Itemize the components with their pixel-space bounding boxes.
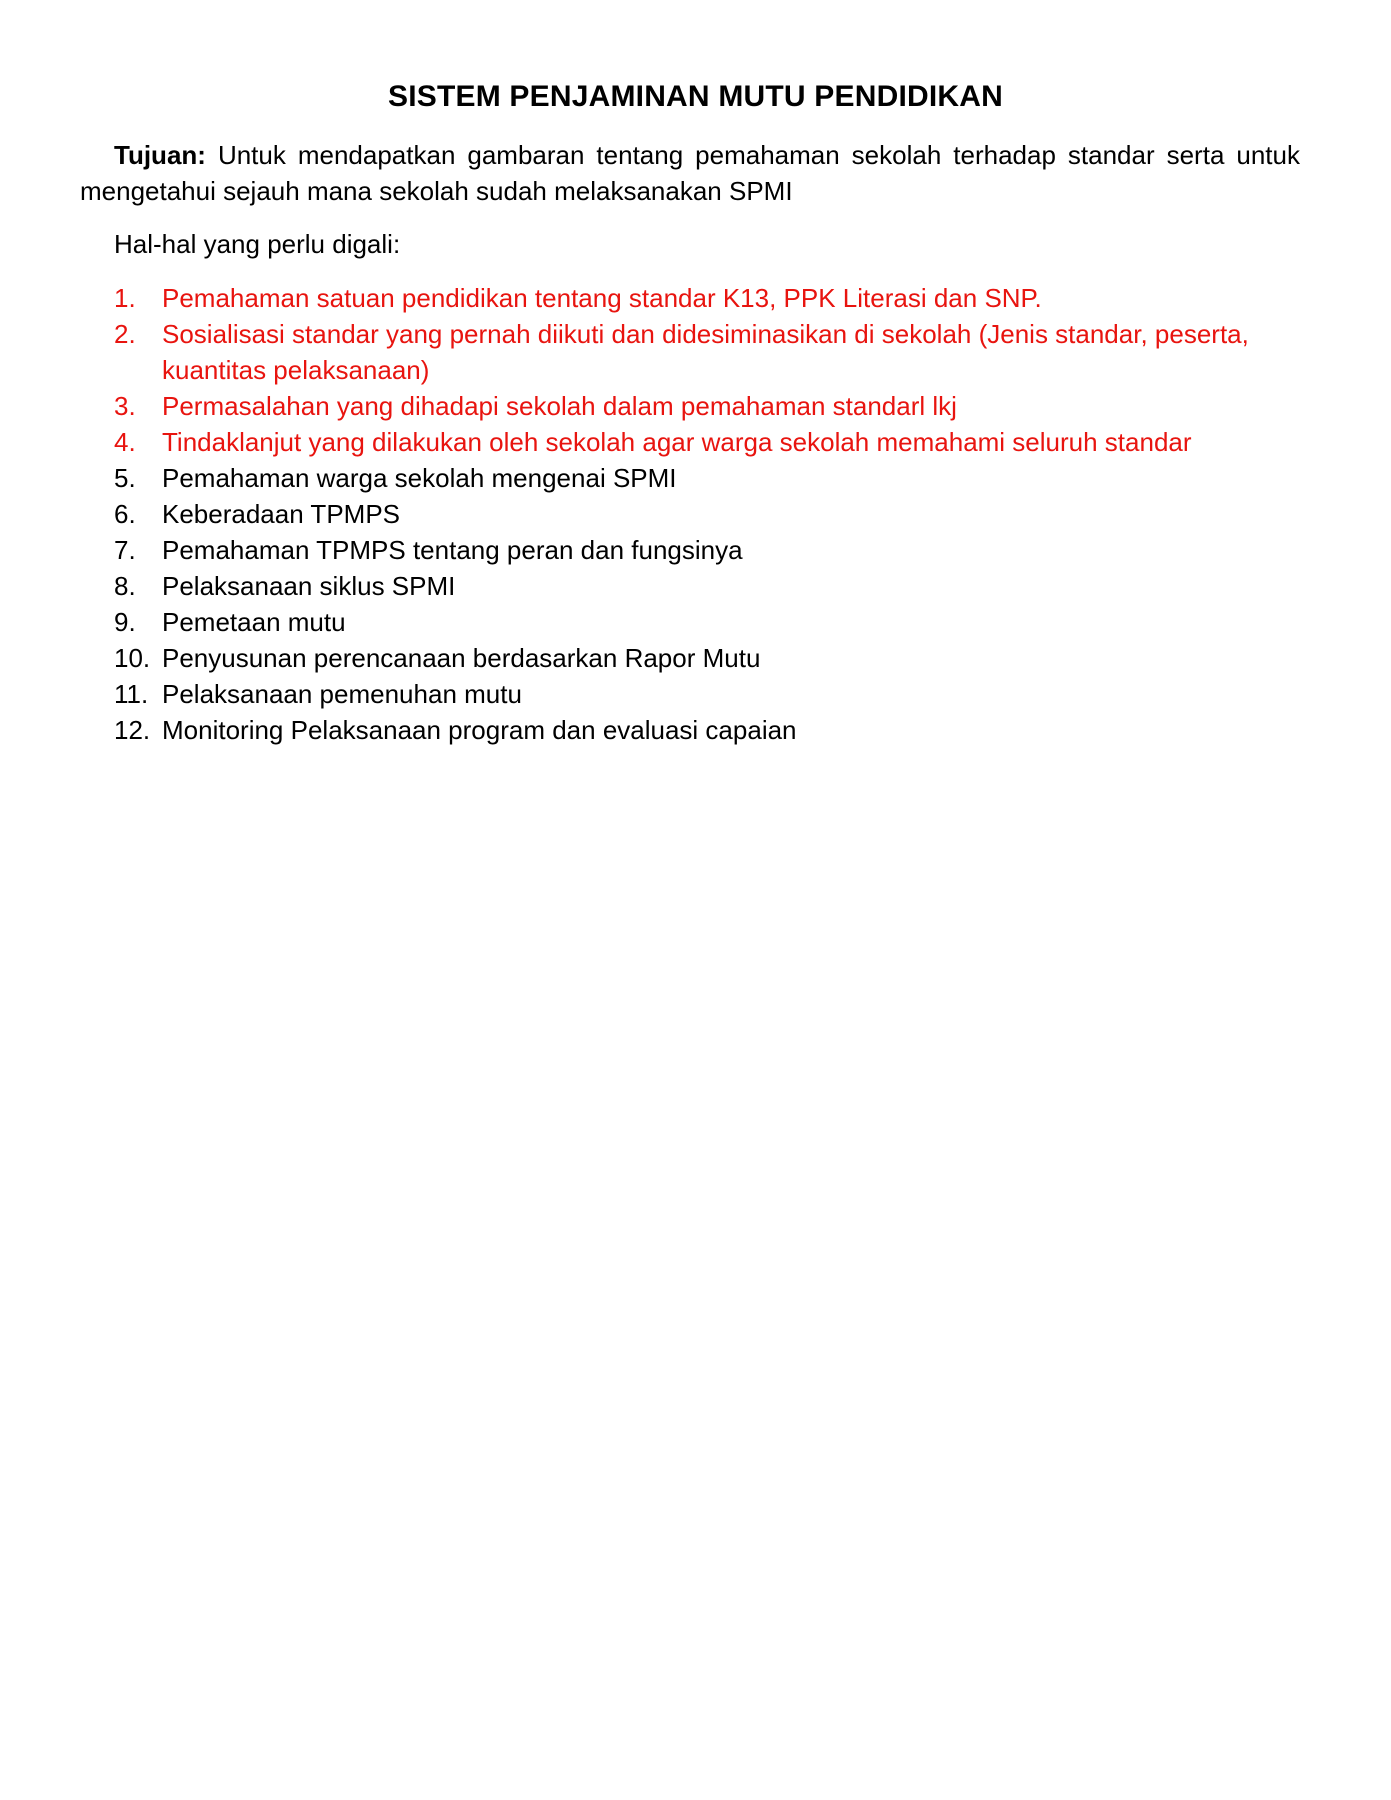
purpose-label: Tujuan: bbox=[114, 140, 206, 170]
list-item-text: Pemahaman warga sekolah mengenai SPMI bbox=[162, 463, 677, 493]
list-item-number: 6. bbox=[114, 499, 136, 529]
list-item-number: 11. bbox=[114, 679, 149, 709]
list-item-text: Pelaksanaan pemenuhan mutu bbox=[162, 679, 522, 709]
list-item-number: 1. bbox=[114, 283, 136, 313]
purpose-paragraph bbox=[80, 137, 1300, 209]
list-item-number: 12. bbox=[114, 715, 151, 745]
list-item bbox=[114, 712, 1300, 748]
list-item bbox=[114, 460, 1300, 496]
list-item bbox=[114, 676, 1300, 712]
list-item bbox=[114, 568, 1300, 604]
list-item-number: 5. bbox=[114, 463, 136, 493]
list-item-text: Pemetaan mutu bbox=[162, 607, 346, 637]
list-item-number: 10. bbox=[114, 643, 151, 673]
page-title: SISTEM PENJAMINAN MUTU PENDIDIKAN bbox=[388, 80, 1003, 113]
list-item-text: Permasalahan yang dihadapi sekolah dalam pemahaman standarl lkj bbox=[162, 391, 957, 421]
list-item-number: 2. bbox=[114, 319, 136, 349]
list-item bbox=[114, 280, 1300, 316]
list-item bbox=[114, 496, 1300, 532]
list-item-number: 7. bbox=[114, 535, 136, 565]
list-item-text: Penyusunan perencanaan berdasarkan Rapor Mutu bbox=[162, 643, 761, 673]
list-item bbox=[114, 388, 1300, 424]
list-item bbox=[114, 604, 1300, 640]
list-item bbox=[114, 424, 1300, 460]
list-item-number: 8. bbox=[114, 571, 136, 601]
topic-list bbox=[114, 280, 1300, 748]
list-item-text: Keberadaan TPMPS bbox=[162, 499, 400, 529]
list-item-number: 9. bbox=[114, 607, 136, 637]
list-item-text: Pemahaman TPMPS tentang peran dan fungsinya bbox=[162, 535, 743, 565]
list-item-text: Monitoring Pelaksanaan program dan evaluasi capaian bbox=[162, 715, 797, 745]
list-item bbox=[114, 532, 1300, 568]
list-item-number: 4. bbox=[114, 427, 136, 457]
intro-text: Hal-hal yang perlu digali: bbox=[114, 229, 401, 259]
list-item bbox=[114, 640, 1300, 676]
purpose-text: Untuk mendapatkan gambaran tentang pemahaman sekolah terhadap standar serta untuk mengetahui sejauh mana sekolah sudah melaksanakan SPMI bbox=[80, 140, 1300, 206]
list-item-number: 3. bbox=[114, 391, 136, 421]
list-item-text: Tindaklanjut yang dilakukan oleh sekolah agar warga sekolah memahami seluruh standar bbox=[162, 427, 1192, 457]
list-item-text: Pemahaman satuan pendidikan tentang standar K13, PPK Literasi dan SNP. bbox=[162, 283, 1042, 313]
list-item-text: Sosialisasi standar yang pernah diikuti dan didesiminasikan di sekolah (Jenis standar, peserta, kuantitas pelaksanaan) bbox=[162, 319, 1249, 385]
list-item-text: Pelaksanaan siklus SPMI bbox=[162, 571, 456, 601]
list-item bbox=[114, 316, 1300, 388]
